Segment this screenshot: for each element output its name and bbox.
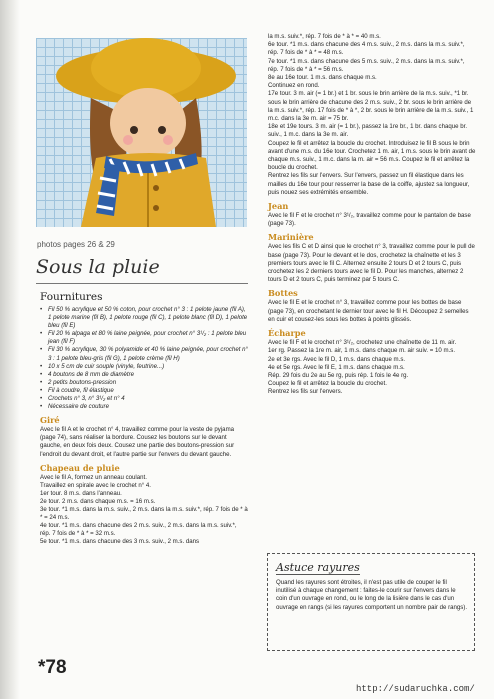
chapeau-line: 5e tour. *1 m.s. dans chacune des 3 m.s. suiv., 2 m.s. dans xyxy=(40,538,200,546)
echarpe-line: 2e et 3e rgs. Avec le fil D, 1 m.s. dans chaque m.s. xyxy=(268,355,406,363)
chapeau-line: 1er tour. 8 m.s. dans l'anneau. xyxy=(40,489,122,497)
doll-photo xyxy=(36,38,247,227)
jean-text: Avec le fil F et le crochet n° 3¹/₂, travaillez comme pour le pantalon de base (page 73). xyxy=(268,212,471,228)
chapeau-continued-line: 6e tour. *1 m.s. dans chacune des 4 m.s. suiv., 2 m.s. dans la m.s. suiv.*, rép. 7 fois de * à * = 48 m.s. xyxy=(268,41,465,57)
page-binding-shadow xyxy=(0,0,20,699)
list-item: • Fil 20 % alpaga et 80 % laine peignée, pour crochet n° 3¹/₂ : 1 pelote bleu jean (fil F) xyxy=(40,330,248,346)
echarpe-line: Rentrez les fils sur l'envers. xyxy=(268,388,343,396)
list-item: • Crochets n° 3, n° 3¹/₂ et n° 4 xyxy=(40,395,248,403)
chapeau-continued-line: Coupez le fil et arrêtez la boucle du crochet. Introduisez le fil B sous le brin avant d'une m.s. du 16e tour. Crochetez 1 m. air, 1 m.s. sous le brin avant de chaque m.s. suiv., 1 m.c. dans la m. air = 56 m.s. Coupez le fil et arrêtez la boucle du crochet. xyxy=(268,139,476,172)
astuce-title: Astuce rayures xyxy=(276,561,360,574)
chapeau-continued-line: 18e et 19e tours. 3 m. air (= 1 br.), passez la 1re br., 1 br. dans chaque br. suiv., 1 m.c. dans la 3e m. air. xyxy=(268,123,468,139)
jean-heading: Jean xyxy=(268,201,289,212)
list-item: • 2 petits boutons-pression xyxy=(40,379,248,387)
page-number: *78 xyxy=(38,657,67,678)
chapeau-continued-line: 8e au 16e tour. 1 m.s. dans chaque m.s. xyxy=(268,74,377,82)
list-item: • Nécessaire de couture xyxy=(40,403,248,411)
chapeau-line: 2e tour. 2 m.s. dans chaque m.s. = 16 m.s. xyxy=(40,497,156,505)
list-item: • 10 x 5 cm de cuir souple (vinyle, feutrine...) xyxy=(40,363,248,371)
astuce-text: Quand les rayures sont étroites, il n'est pas utile de couper le fil inutilisé à chaque changement : faites-le courir sur l'envers dans le coin d'un ouvrage en rond, ou le long de la lisière dans le cas d'un ouvrage en rangs (si les rayures comportent un nombre pair de rangs). xyxy=(276,579,468,611)
gire-text: Avec le fil A et le crochet n° 4, travaillez comme pour la veste de pyjama (page 74), sans réaliser la bordure. Cousez les boutons sur le devant gauche, en deux fois deux. Cousez une partie des boutons-pression sur l'endroit du devant droit, et l'autre partie sur l'envers du devant gauche. xyxy=(40,426,235,458)
fournitures-list xyxy=(36,306,248,411)
mariniere-heading: Marinière xyxy=(268,232,314,243)
watermark-url: http://sudaruchka.com/ xyxy=(356,684,475,694)
chapeau-line: 4e tour. *1 m.s. dans chacune des 2 m.s. suiv., 2 m.s. dans la m.s. suiv.*, rép. 7 fois de * à * = 32 m.s. xyxy=(40,522,237,538)
gire-heading: Giré xyxy=(40,415,60,426)
chapeau-continued-line: 7e tour. *1 m.s. dans chacune des 5 m.s. suiv., 2 m.s. dans la m.s. suiv.*, rép. 7 fois de * à * = 56 m.s. xyxy=(268,57,465,73)
chapeau-line: Avec le fil A, formez un anneau coulant. xyxy=(40,473,147,481)
list-item: • 4 boutons de 8 mm de diamètre xyxy=(40,371,248,379)
list-item: • Fil à coudre, fil élastique xyxy=(40,387,248,395)
astuce-box xyxy=(267,553,475,651)
chapeau-continued-line: Rentrez les fils sur l'envers. Sur l'envers, passez un fil élastique dans les mailles du 16e tour pour resserrer la base de la coiffe, ajustez sa longueur, puis nouez ses extrémités ensemble. xyxy=(268,172,470,196)
mariniere-text: Avec les fils C et D ainsi que le crochet n° 3, travaillez comme pour le pull de base (page 73). Pour le devant et le dos, crochetez la chaînette et les 3 premiers tours avec le fil C. Alternez ensuite 2 tours D et 2 tours C, puis crochetez les 2 derniers tours avec le fil D. Pour les manches, alternez 2 tours D et 2 tours C, puis terminez par 5 tours C. xyxy=(268,243,475,284)
right-column xyxy=(264,33,476,397)
echarpe-line: 4e et 5e rgs. Avec le fil E, 1 m.s. dans chaque m.s. xyxy=(268,363,405,371)
chapeau-continued-line: Continuez en rond. xyxy=(268,82,320,90)
list-item: • Fil 30 % acrylique, 30 % polyamide et 40 % laine peignée, pour crochet n° 3 : 1 pelote bleu-gris (fil G), 1 pelote crème (fil H) xyxy=(40,346,248,362)
chapeau-continued-line: la m.s. suiv.*, rép. 7 fois de * à * = 40 m.s. xyxy=(268,33,381,40)
chapeau-heading: Chapeau de pluie xyxy=(40,462,120,473)
list-item: • Fil 50 % acrylique et 50 % coton, pour crochet n° 3 : 1 pelote jaune (fil A), 1 pelote marine (fil B), 1 pelote rouge (fil C), 1 pelote blanc (fil D), 1 pelote bleu (fil E) xyxy=(40,306,248,330)
echarpe-heading: Écharpe xyxy=(268,328,306,339)
chapeau-line: 3e tour. *1 m.s. dans la m.s. suiv., 2 m.s. dans la m.s. suiv.*, rép. 7 fois de * à * = 24 m.s. xyxy=(40,505,248,522)
fournitures-heading: Fournitures xyxy=(40,291,103,303)
echarpe-line: Rép. 29 fois du 2e au 5e rg, puis rép. 1 fois le 4e rg. xyxy=(268,371,409,379)
chapeau-line: Travaillez en spirale avec le crochet n° 4. xyxy=(40,481,151,489)
doll-illustration xyxy=(36,38,247,227)
chapeau-continued-line: 17e tour. 3 m. air (= 1 br.) et 1 br. sous le brin arrière de la m.s. suiv., *1 br. sous le brin arrière de chacune des 2 m.s. suiv., 2 br. sous le brin arrière de la m.s. suiv.*, rép. 17 fois de * à *, 2 br. sous le brin arrière de la m.s. suiv., 1 m.c. dans la 3e m. air = 75 br. xyxy=(268,90,474,123)
echarpe-line: Coupez le fil et arrêtez la boucle du crochet. xyxy=(268,380,387,388)
echarpe-line: 1er rg. Passez la 1re m. air, 1 m.s. dans chaque m. air suiv. = 10 m.s. xyxy=(268,347,456,355)
left-column xyxy=(36,291,248,546)
bottes-text: Avec le fil E et le crochet n° 3, travaillez comme pour les bottes de base (page 73), en crochetant le dernier tour avec le fil H. Découpez 2 semelles en cuir et cousez-les sous les bottes à points glissés. xyxy=(268,299,469,323)
bottes-heading: Bottes xyxy=(268,288,298,299)
echarpe-line: Avec le fil F et le crochet n° 3¹/₂, crochetez une chaînette de 11 m. air. xyxy=(268,339,457,347)
pattern-title: Sous la pluie xyxy=(36,256,160,278)
title-divider xyxy=(36,283,248,284)
photo-caption: photos pages 26 & 29 xyxy=(37,240,115,249)
